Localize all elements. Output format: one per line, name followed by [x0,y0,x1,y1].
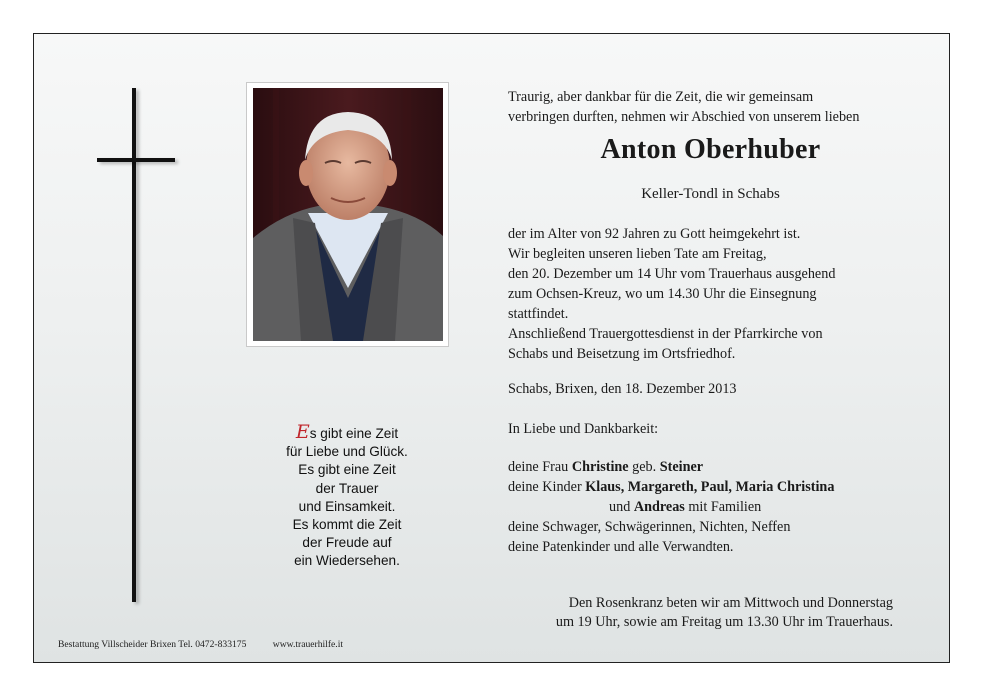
poem-line-first: Es gibt eine Zeit [295,421,399,443]
cross-horizontal-beam [97,158,175,162]
poem-line: und Einsamkeit. [298,498,396,514]
website-link[interactable]: www.trauerhilfe.it [272,639,344,650]
family-wife: deine Frau Christine geb. Steiner [508,459,704,475]
announcement-line: Wir begleiten unseren lieben Tate am Freitag, [508,246,767,262]
announcement-line: stattfindet. [508,306,569,322]
memorial-poem [272,423,422,571]
announcement-line: den 20. Dezember um 14 Uhr vom Trauerhaus ausgehend [508,266,836,282]
poem-line: ein Wiedersehen. [294,553,400,569]
announcement-line: zum Ochsen-Kreuz, wo um 14.30 Uhr die Einsegnung [508,286,817,302]
poem-line: Es kommt die Zeit [292,517,402,533]
rosary-notice: Den Rosenkranz beten wir am Mittwoch und Donnerstag um 19 Uhr, sowie am Freitag um 13.30 Uhr im Trauerhaus. [555,595,893,630]
footer [58,639,367,650]
announcement-line: der im Alter von 92 Jahren zu Gott heimgekehrt ist. [508,226,801,242]
announcement-line: Schabs und Beisetzung im Ortsfriedhof. [508,346,736,362]
deceased-name: Anton Oberhuber [600,134,821,165]
family-godchildren: deine Patenkinder und alle Verwandten. [508,539,734,555]
cross-vertical-beam [132,88,136,602]
announcement-text [508,224,928,364]
poem-initial: E [295,421,310,443]
poem-line: für Liebe und Glück. [286,444,408,460]
deceased-place: Keller-Tondl in Schabs [641,186,780,202]
intro-text: Traurig, aber dankbar für die Zeit, die wir gemeinsam verbringen durften, nehmen wir Abschied von unserem lieben [508,89,860,125]
announcement-line: Anschließend Trauergottesdienst in der Pfarrkirche von [508,326,823,342]
family-list [508,457,928,557]
undertaker-info: Bestattung Villscheider Brixen Tel. 0472-833175 [58,639,247,650]
family-children: deine Kinder Klaus, Margareth, Paul, Maria Christina [508,479,835,495]
place-date: Schabs, Brixen, den 18. Dezember 2013 [508,381,737,397]
poem-line: der Freude auf [302,535,392,551]
family-children-continued: und Andreas mit Familien [609,499,762,515]
love-gratitude-line: In Liebe und Dankbarkeit: [508,421,659,437]
family-inlaws: deine Schwager, Schwägerinnen, Nichten, Neffen [508,519,791,535]
poem-line: Es gibt eine Zeit [298,462,396,478]
poem-line: der Trauer [315,480,379,496]
portrait-photo [253,88,443,341]
